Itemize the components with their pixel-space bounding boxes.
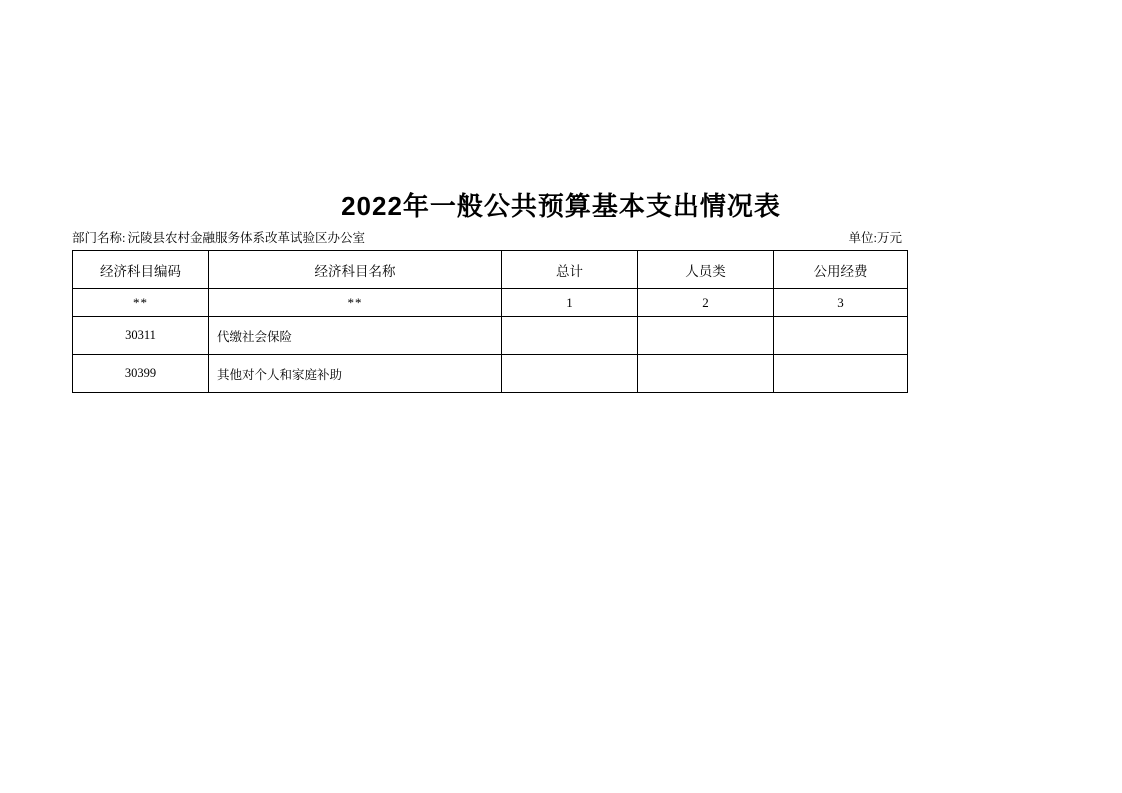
colnum-cell-total: 1 <box>502 289 638 317</box>
unit-note: 单位:万元 <box>848 231 902 245</box>
page-title: 2022年一般公共预算基本支出情况表 <box>341 191 781 221</box>
cell-public <box>774 355 908 393</box>
header-cell-name: 经济科目名称 <box>209 251 502 289</box>
cell-total <box>502 317 638 355</box>
header-cell-personnel: 人员类 <box>638 251 774 289</box>
table-row <box>73 317 908 355</box>
document-meta <box>72 228 902 246</box>
budget-table <box>72 250 908 393</box>
colnum-cell-code: ** <box>73 289 209 317</box>
department-label: 部门名称: <box>72 231 126 245</box>
cell-total <box>502 355 638 393</box>
cell-name: 其他对个人和家庭补助 <box>209 355 502 393</box>
colnum-cell-personnel: 2 <box>638 289 774 317</box>
cell-code: 30399 <box>73 355 209 393</box>
cell-public <box>774 317 908 355</box>
colnum-cell-name: ** <box>209 289 502 317</box>
header-cell-code: 经济科目编码 <box>73 251 209 289</box>
department-info <box>72 228 365 246</box>
cell-name: 代缴社会保险 <box>209 317 502 355</box>
header-cell-total: 总计 <box>502 251 638 289</box>
table-header-row <box>73 251 908 289</box>
header-cell-public: 公用经费 <box>774 251 908 289</box>
cell-personnel <box>638 317 774 355</box>
cell-code: 30311 <box>73 317 209 355</box>
cell-personnel <box>638 355 774 393</box>
colnum-cell-public: 3 <box>774 289 908 317</box>
department-value: 沅陵县农村金融服务体系改革试验区办公室 <box>127 231 365 245</box>
table-column-number-row <box>73 289 908 317</box>
table-row <box>73 355 908 393</box>
